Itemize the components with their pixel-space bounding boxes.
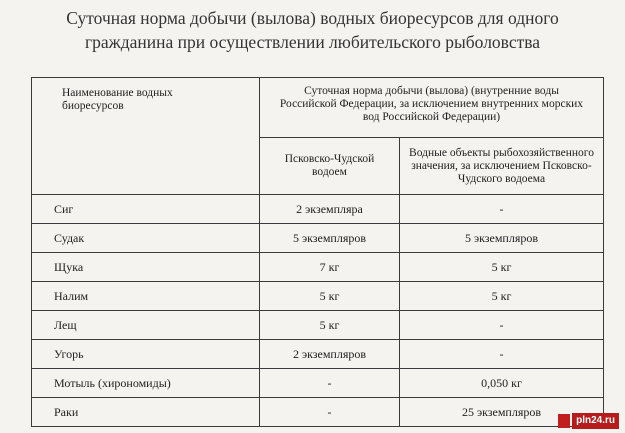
row-other-value: -: [400, 311, 604, 340]
table-row: [32, 253, 604, 282]
header-other-waters: Водные объекты рыбохозяйственного значения, за исключением Псковско- Чудского водоема: [400, 138, 604, 195]
table-row: [32, 369, 604, 398]
document-title: [0, 6, 625, 54]
table-row: [32, 340, 604, 369]
table-row: [32, 311, 604, 340]
row-pskov-value: -: [260, 398, 400, 427]
watermark: [558, 413, 619, 429]
table-row: [32, 224, 604, 253]
watermark-text: pln24.ru: [572, 413, 619, 429]
row-pskov-value: 2 экземпляров: [260, 340, 400, 369]
table-row: [32, 195, 604, 224]
catch-norm-table: [31, 77, 604, 427]
row-other-value: 25 экземпляров: [400, 398, 604, 427]
row-name: Налим: [32, 282, 260, 311]
row-pskov-value: 7 кг: [260, 253, 400, 282]
title-line-2: гражданина при осуществлении любительского рыболовства: [84, 32, 541, 52]
row-name: Лещ: [32, 311, 260, 340]
row-name: Сиг: [32, 195, 260, 224]
row-pskov-value: 5 кг: [260, 311, 400, 340]
title-line-1: Суточная норма добычи (вылова) водных биоресурсов для одного: [66, 8, 559, 28]
row-pskov-value: -: [260, 369, 400, 398]
table-body: [32, 195, 604, 427]
row-other-value: 5 кг: [400, 253, 604, 282]
table-row: [32, 282, 604, 311]
row-pskov-value: 2 экземпляра: [260, 195, 400, 224]
row-other-value: 5 кг: [400, 282, 604, 311]
header-row-1: [32, 78, 604, 138]
row-name: Мотыль (хирономиды): [32, 369, 260, 398]
row-name: Судак: [32, 224, 260, 253]
row-other-value: -: [400, 340, 604, 369]
row-name: Щука: [32, 253, 260, 282]
row-name: Раки: [32, 398, 260, 427]
row-name: Угорь: [32, 340, 260, 369]
table-row: [32, 398, 604, 427]
row-other-value: 5 экземпляров: [400, 224, 604, 253]
header-pskov-lake: Псковско-Чудской водоем: [260, 138, 400, 195]
header-daily-norm: Суточная норма добычи (вылова) (внутренние воды Российской Федерации, за исключением внутренних морских вод Российской Федерации): [260, 78, 604, 138]
row-pskov-value: 5 кг: [260, 282, 400, 311]
row-pskov-value: 5 экземпляров: [260, 224, 400, 253]
watermark-flag-icon: [558, 414, 570, 428]
header-resource-name: Наименование водных биоресурсов: [32, 78, 260, 195]
row-other-value: -: [400, 195, 604, 224]
row-other-value: 0,050 кг: [400, 369, 604, 398]
